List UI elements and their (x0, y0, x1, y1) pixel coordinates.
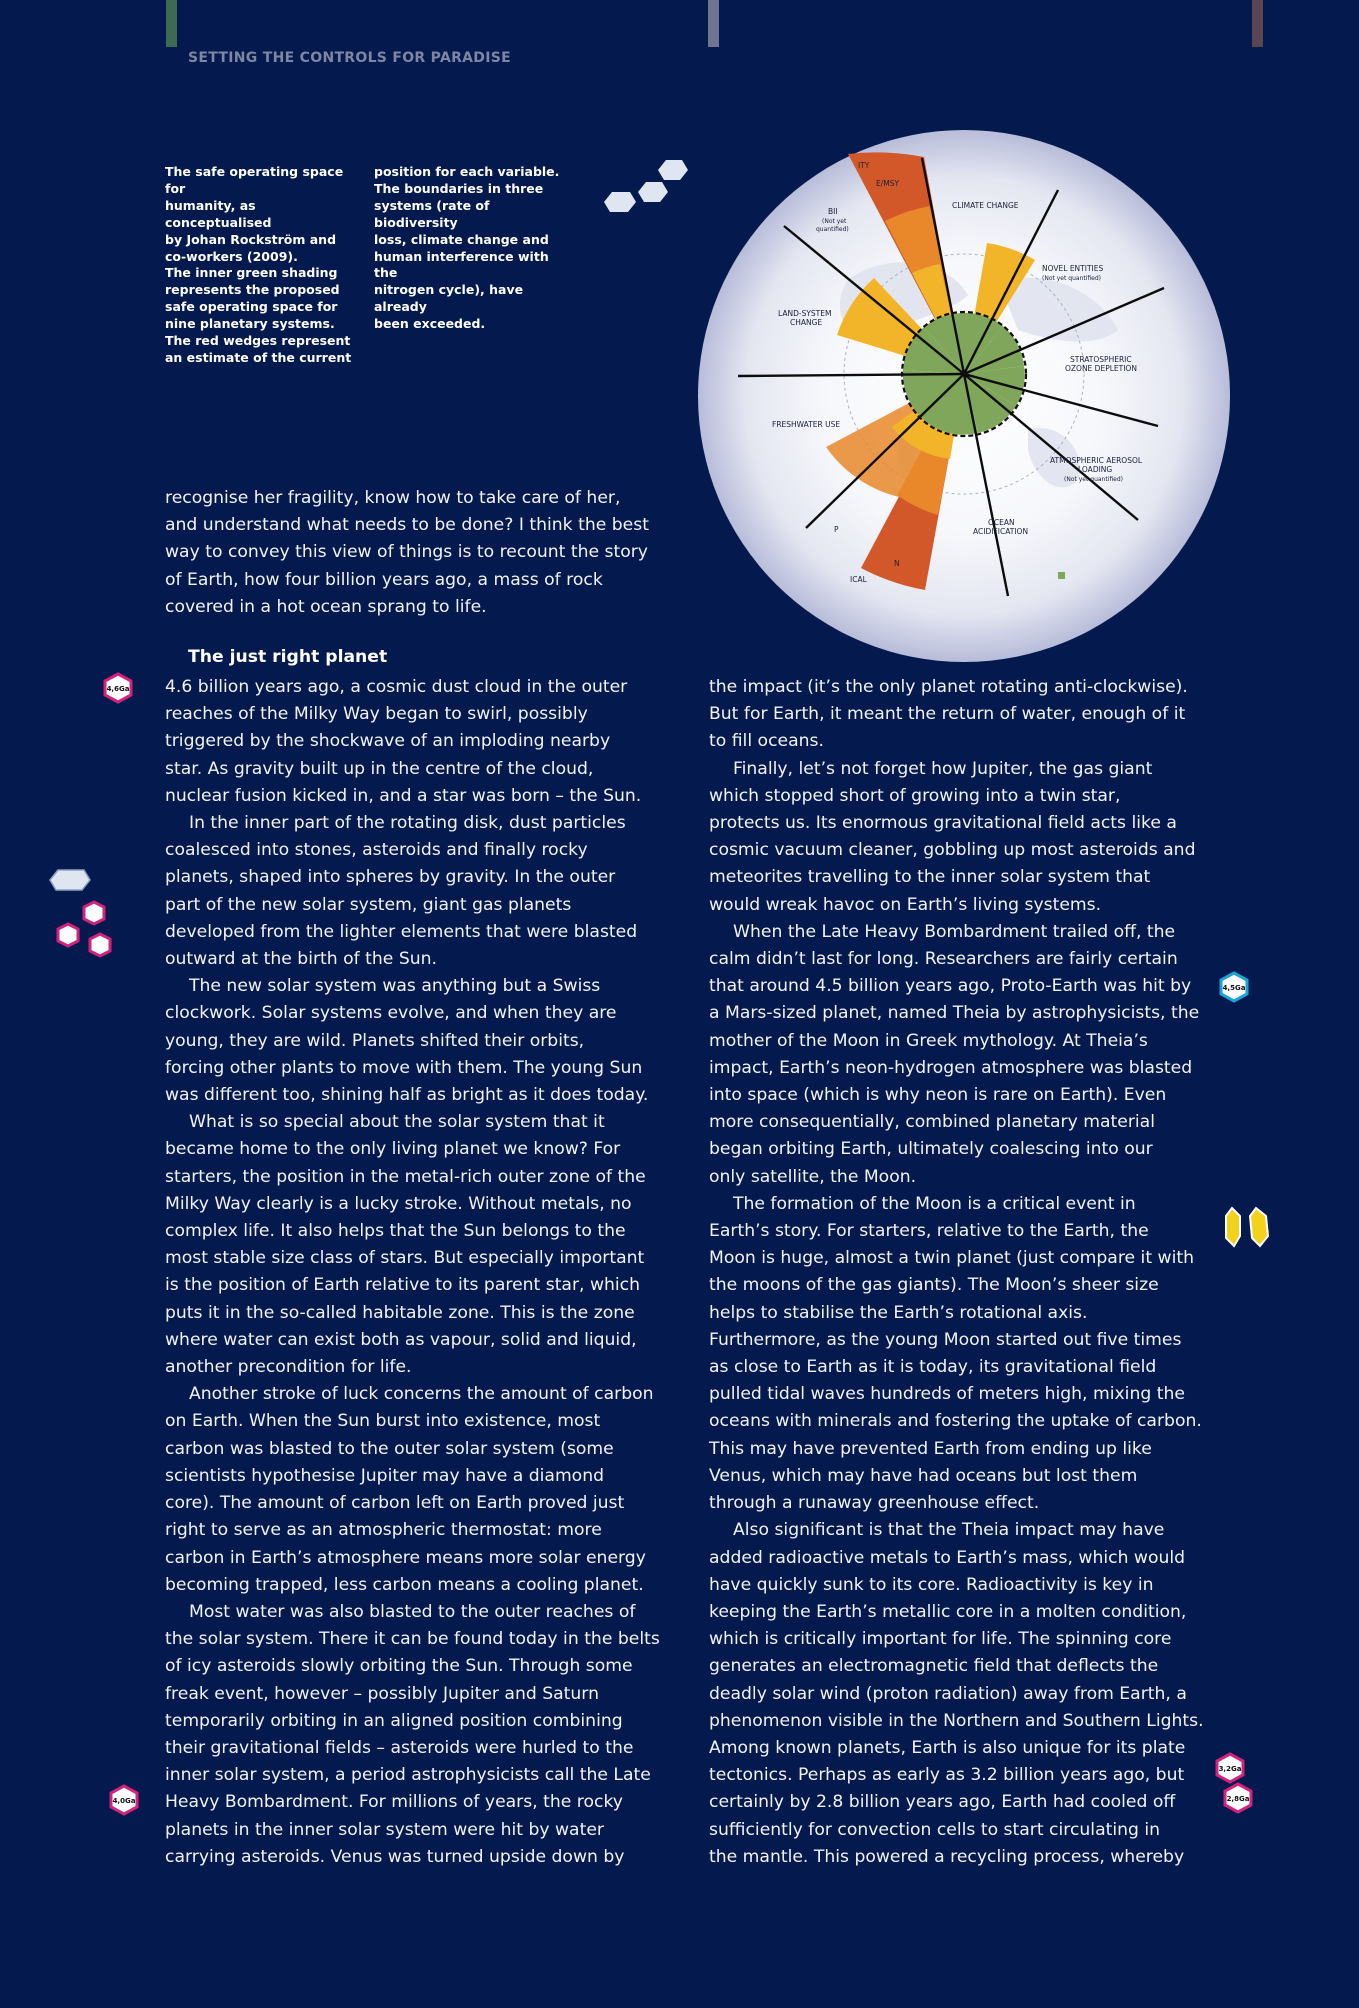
text-line: triggered by the shockwave of an imploding nearby (165, 731, 611, 752)
label-ozone-2: OZONE DEPLETION (1065, 364, 1137, 373)
text-line: was different too, shining half as bright as it does today. (165, 1085, 649, 1106)
text-line: phenomenon visible in the Northern and Southern Lights. (709, 1710, 1204, 1731)
text-line: The new solar system was anything but a Swiss (189, 976, 601, 997)
text-line: which stopped short of growing into a twin star, (709, 785, 1121, 806)
text-line: mother of the Moon in Greek mythology. At Theia’s (709, 1030, 1148, 1051)
caption-line: an estimate of the current (165, 349, 352, 365)
text-line: that around 4.5 billion years ago, Proto-Earth was hit by (709, 976, 1192, 997)
text-line: of icy asteroids slowly orbiting the Sun. Through some (165, 1656, 633, 1677)
text-line: the moons of the gas giants). The Moon’s sheer size (709, 1275, 1159, 1296)
caption-line: represents the proposed (165, 282, 340, 298)
text-line: outward at the birth of the Sun. (165, 949, 437, 970)
text-line: In the inner part of the rotating disk, dust particles (189, 813, 626, 834)
badge-label: 2,8Ga (1226, 1795, 1250, 1803)
text-line: 4.6 billion years ago, a cosmic dust cloud in the outer (165, 677, 628, 697)
text-line: deadly solar wind (proton radiation) away from Earth, a (709, 1683, 1187, 1704)
text-line: But for Earth, it meant the return of water, enough of it (709, 704, 1186, 725)
text-line: coalesced into stones, asteroids and finally rocky (165, 840, 588, 861)
text-line: became home to the only living planet we know? For (165, 1139, 621, 1160)
paragraph (165, 674, 665, 810)
caption-line: human interference with the (374, 248, 549, 281)
label-aerosol-2: LOADING (1078, 465, 1113, 474)
text-line: Among known planets, Earth is also unique for its plate (709, 1737, 1186, 1758)
label-climate-change: CLIMATE CHANGE (952, 201, 1019, 210)
text-line: which is critically important for life. The spinning core (709, 1629, 1172, 1650)
caption-line: co-workers (2009). (165, 248, 298, 264)
text-line: core). The amount of carbon left on Earth proved just (165, 1493, 625, 1514)
paragraph (709, 919, 1209, 1191)
text-line: reaches of the Milky Way began to swirl, possibly (165, 704, 588, 725)
text-line: The formation of the Moon is a critical event in (733, 1193, 1136, 1214)
text-line: forcing other plants to move with them. The young Sun (165, 1057, 643, 1078)
text-line: way to convey this view of things is to recount the story (165, 542, 648, 563)
text-line: meteorites travelling to the inner solar system that (709, 867, 1151, 888)
text-line: into space (which is why neon is rare on Earth). Even (709, 1085, 1167, 1106)
caption-line: safe operating space for (165, 299, 338, 315)
text-line: starters, the position in the metal-rich outer zone of the (165, 1166, 646, 1187)
text-line: their gravitational fields – asteroids were hurled to the (165, 1737, 634, 1758)
text-line: cosmic vacuum cleaner, gobbling up most asteroids and (709, 840, 1196, 861)
top-bar-grey (708, 0, 719, 47)
badge-4-5ga (1218, 971, 1250, 1003)
text-line: developed from the lighter elements that were blasted (165, 921, 638, 942)
text-line: recognise her fragility, know how to take care of her, (165, 488, 621, 508)
text-line: as close to Earth as it is today, its gravitational field (709, 1357, 1157, 1378)
badge-label: 3,2Ga (1218, 1765, 1242, 1773)
text-line: another precondition for life. (165, 1357, 412, 1378)
badge-3-2ga (1214, 1752, 1246, 1784)
text-line: temporarily orbiting in an aligned position combining (165, 1710, 623, 1731)
paragraph (165, 1109, 665, 1381)
text-line: Another stroke of luck concerns the amount of carbon (189, 1384, 654, 1405)
text-line: puts it in the so-called habitable zone. This is the zone (165, 1302, 635, 1323)
label-n: N (894, 559, 900, 568)
paragraph (165, 810, 665, 973)
label-ical: ICAL (850, 575, 867, 584)
ice-crystals-decoration (598, 158, 700, 220)
text-line: oceans with minerals and fostering the uptake of carbon. (709, 1411, 1202, 1432)
text-line: Moon is huge, almost a twin planet (just compare it with (709, 1248, 1194, 1269)
badge-label: 4,5Ga (1222, 984, 1246, 992)
text-line: added radioactive metals to Earth’s mass, which would (709, 1547, 1186, 1568)
text-line: Heavy Bombardment. For millions of years, the rocky (165, 1792, 623, 1813)
text-line: Venus, which may have had oceans but lost them (709, 1465, 1138, 1486)
text-line: What is so special about the solar system that it (189, 1112, 605, 1133)
text-line: the solar system. There it can be found today in the belts (165, 1629, 660, 1650)
text-line: most stable size class of stars. But especially important (165, 1248, 645, 1269)
label-land-system-2: CHANGE (790, 318, 823, 327)
caption-line: humanity, as conceptualised (165, 197, 272, 230)
legend-green-swatch (1058, 572, 1065, 579)
running-head: SETTING THE CONTROLS FOR PARADISE (188, 50, 511, 66)
figure-caption-col2 (374, 164, 574, 333)
text-line: the mantle. This powered a recycling process, whereby (709, 1846, 1185, 1867)
text-line: young, they are wild. Planets shifted their orbits, (165, 1030, 585, 1051)
caption-line: loss, climate change and (374, 231, 549, 247)
text-line: complex life. It also helps that the Sun belongs to the (165, 1221, 626, 1242)
text-line: Most water was also blasted to the outer reaches of (189, 1601, 636, 1622)
text-line: calm didn’t last for long. Researchers are fairly certain (709, 949, 1178, 970)
caption-line: The safe operating space for (165, 164, 344, 196)
top-bar-green (166, 0, 177, 47)
caption-line: nine planetary systems. (165, 316, 335, 332)
text-line: Also significant is that the Theia impact may have (733, 1520, 1165, 1541)
text-line: and understand what needs to be done? I think the best (165, 515, 649, 536)
yellow-crystals-decoration (1222, 1204, 1278, 1250)
caption-line: The inner green shading (165, 265, 338, 281)
figure-caption-col1 (165, 164, 365, 367)
text-line: Earth’s story. For starters, relative to the Earth, the (709, 1221, 1149, 1242)
caption-line: The boundaries in three (374, 180, 544, 196)
label-novel-note: (Not yet quantified) (1042, 275, 1101, 282)
text-line: through a runaway greenhouse effect. (709, 1493, 1040, 1514)
caption-line: systems (rate of biodiversity (374, 197, 490, 230)
text-line: becoming trapped, less carbon means a cooling planet. (165, 1574, 644, 1595)
paragraph (709, 756, 1209, 919)
text-line: of Earth, how four billion years ago, a mass of rock (165, 569, 603, 590)
text-line: clockwork. Solar systems evolve, and when they are (165, 1003, 617, 1024)
text-line: carbon in Earth’s atmosphere means more solar energy (165, 1547, 646, 1568)
caption-line: by Johan Rockström and (165, 231, 337, 247)
text-line: is the position of Earth relative to its parent star, which (165, 1275, 641, 1296)
text-line: part of the new solar system, giant gas planets (165, 894, 572, 915)
text-line: right to serve as an atmospheric thermostat: more (165, 1520, 602, 1541)
paragraph (709, 1191, 1209, 1517)
label-bii: BII (828, 207, 838, 216)
text-line: have quickly sunk to its core. Radioactivity is key in (709, 1574, 1154, 1595)
text-line: carrying asteroids. Venus was turned upside down by (165, 1846, 625, 1867)
text-line: This may have prevented Earth from ending up like (709, 1438, 1152, 1459)
paragraph (165, 1599, 665, 1871)
badge-label: 4,0Ga (112, 1797, 136, 1805)
label-bii-note2: quantified) (816, 226, 849, 233)
hexagon-cluster-decoration (46, 864, 126, 972)
text-line: covered in a hot ocean sprang to life. (165, 596, 487, 617)
label-ity: ITY (858, 161, 870, 170)
right-column (709, 674, 1209, 1871)
badge-4-0ga (108, 1784, 140, 1816)
planetary-boundaries-diagram (698, 130, 1230, 662)
text-line: scientists hypothesise Jupiter may have a diamond (165, 1465, 605, 1486)
label-ocean: OCEAN (988, 518, 1015, 527)
text-line: planets in the inner solar system were hit by water (165, 1819, 604, 1840)
text-line: on Earth. When the Sun burst into existence, most (165, 1411, 601, 1432)
text-line: freak event, however – possibly Jupiter and Saturn (165, 1683, 599, 1704)
text-line: Finally, let’s not forget how Jupiter, the gas giant (733, 758, 1153, 779)
text-line: sufficiently for convection cells to start circulating in (709, 1819, 1161, 1840)
text-line: a Mars-sized planet, named Theia by astrophysicists, the (709, 1003, 1200, 1024)
badge-4-6ga (102, 672, 134, 704)
caption-line: position for each variable. (374, 164, 560, 179)
label-ocean-2: ACIDIFICATION (973, 527, 1029, 536)
label-novel-entities: NOVEL ENTITIES (1042, 264, 1104, 273)
text-line: impact, Earth’s neon-hydrogen atmosphere was blasted (709, 1057, 1193, 1078)
label-bii-note1: (Not yet (822, 218, 847, 225)
text-line: inner solar system, a period astrophysicists call the Late (165, 1765, 651, 1786)
label-aerosol: ATMOSPHERIC AEROSOL (1050, 456, 1143, 465)
paragraph (165, 1381, 665, 1599)
paragraph (709, 1517, 1209, 1871)
text-line: planets, shaped into spheres by gravity. In the outer (165, 867, 616, 888)
text-line: Milky Way clearly is a lucky stroke. Without metals, no (165, 1193, 632, 1214)
section-heading: The just right planet (188, 647, 388, 667)
left-column (165, 674, 665, 1871)
caption-line: been exceeded. (374, 316, 486, 332)
badge-2-8ga (1222, 1782, 1254, 1814)
text-line: keeping the Earth’s metallic core in a molten condition, (709, 1601, 1187, 1622)
label-freshwater: FRESHWATER USE (772, 420, 841, 429)
caption-line: The red wedges represent (165, 333, 351, 349)
text-line: Furthermore, as the young Moon started out five times (709, 1329, 1182, 1350)
label-land-system: LAND-SYSTEM (778, 309, 832, 318)
caption-line: nitrogen cycle), have already (374, 282, 524, 315)
text-line: protects us. Its enormous gravitational field acts like a (709, 813, 1177, 834)
label-emsy: E/MSY (876, 179, 900, 188)
top-bar-brown (1252, 0, 1263, 47)
text-line: only satellite, the Moon. (709, 1166, 917, 1187)
paragraph (165, 973, 665, 1109)
text-line: helps to stabilise the Earth’s rotational axis. (709, 1302, 1088, 1323)
text-line: pulled tidal waves hundreds of meters high, mixing the (709, 1384, 1185, 1405)
text-line: where water can exist both as vapour, solid and liquid, (165, 1329, 637, 1350)
text-line: tectonics. Perhaps as early as 3.2 billion years ago, but (709, 1765, 1185, 1786)
text-line: nuclear fusion kicked in, and a star was born – the Sun. (165, 785, 642, 806)
text-line: certainly by 2.8 billion years ago, Earth had cooled off (709, 1792, 1176, 1813)
label-ozone: STRATOSPHERIC (1070, 355, 1132, 364)
paragraph (709, 674, 1209, 756)
intro-paragraph (165, 485, 665, 621)
text-line: star. As gravity built up in the centre of the cloud, (165, 758, 594, 779)
text-line: would wreak havoc on Earth’s living systems. (709, 894, 1102, 915)
text-line: generates an electromagnetic field that deflects the (709, 1656, 1159, 1677)
text-line: began orbiting Earth, ultimately coalescing into our (709, 1139, 1153, 1160)
badge-label: 4,6Ga (106, 685, 130, 693)
label-p: P (834, 525, 839, 534)
text-line: the impact (it’s the only planet rotating anti-clockwise). (709, 677, 1188, 697)
text-line: to fill oceans. (709, 731, 824, 752)
label-aerosol-note: (Not yet quantified) (1064, 476, 1123, 483)
boundaries-svg (698, 130, 1230, 662)
text-line: more consequentially, combined planetary material (709, 1112, 1155, 1133)
text-line: When the Late Heavy Bombardment trailed off, the (733, 921, 1176, 942)
text-line: carbon was blasted to the outer solar system (some (165, 1438, 614, 1459)
